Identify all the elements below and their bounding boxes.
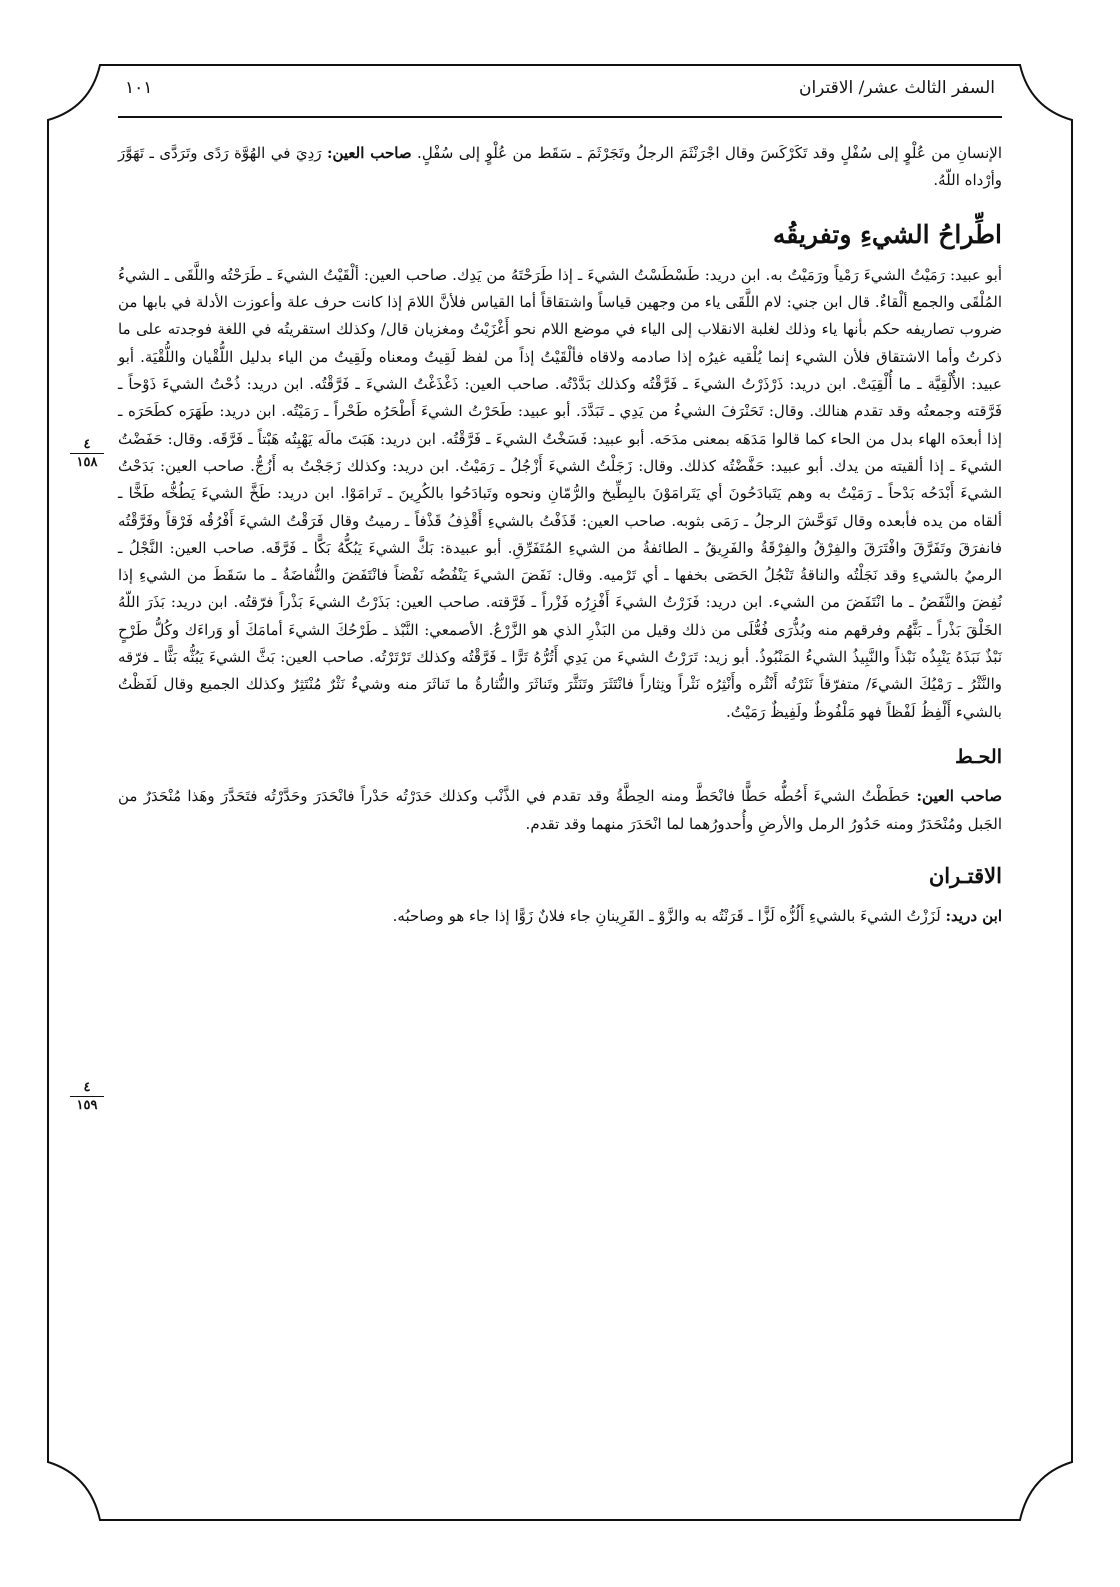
margin-reference-1 (70, 437, 104, 470)
section-1-paragraph: أبو عبيد: رَمَيْتُ الشيءَ رَمْياً ورَمَيْتُ به. ابن دريد: طَسْطَسْتُ الشيءَ ـ إذا طَرَحْتَهُ من يَدِك. صاحب العين: ألْقَيْتُ الشيءَ ـ طَرَحْتُه واللَّقَى ـ الشيءُ المُلْقَى والجمع ألْقاءٌ. قال ابن جني: لام اللَّقَى ياء من وجهين قياساً واشتقاقاً أما القياس فلأنَّ اللامَ إذا كانت حرف علة وأعوزت الأدلة في بابها من ضروب تصاريفه حكم بأنها ياء وذلك لغلبة الانقلاب إلى الياء في موضع اللام نحو أَغْزَيْتُ ومغزيان قال/ وكذلك استقريتُه في اللغة فوجدته على ما ذكرتُ وأما الاشتقاق فلأن الشيء إنما يُلْقيه غيرُه إذا صادمه ولاقاه فألْقَيْتُ إذاً من لفظ لَقِيتُ ومعناه ولَقِيتُ من الياء بدليل اللُّقْيان واللُّقْيَة. أبو عبيد: الأُلْقِيَّة ـ ما أُلْقِيَتْ. ابن دريد: ذَرْذَرْتُ الشيءَ ـ فَرَّقْتُه وكذلك بَدَّدْتُه. صاحب العين: ذَغْذَغْتُ الشيءَ ـ فَرَّقْتُه. ابن دريد: ذُحْتُ الشيءَ ذَوْحاً ـ فَرَّقته وجمعتُه وقد تقدم هنالك. وقال: تَحَنْرَفَ الشيءُ من يَدِي ـ تَبَدَّدَ. أبو عبيد: طَحَرْتُ الشيءَ أَطْحَرُه طَحْراً ـ رَمَيْتُه. ابن دريد: طَهَرَه كطَحَرَه ـ إذا أبعدَه الهاء بدل من الحاء كما قالوا مَدَهَه بمعنى مدَحَه. أبو عبيد: فَسَخْتُ الشيءَ ـ فَرَّقْتُه. ابن دريد: هَبَتَ مالَه يَهْبِتُه هَبْتاً ـ فَرَّقَه. وقال: حَفَضْتُ الشيءَ ـ إذا ألقيته من يدك. أبو عبيد: حَفَّضْتُه كذلك. وقال: زَجَلْتُ الشيءَ أَزْجُلُ ـ رَمَيْتُ. ابن دريد: وكذلك زَجَجْتُ به أَزُجُّ. صاحب العين: بَدَحْتُ الشيءَ أَبْدَحُه بَدْحاً ـ رَمَيْتُ به وهم يَتَبادَحُونَ أي يَتَرامَوْنَ بالبِطِّيخ والرُّمّانِ ونحوه وتَبادَحُوا بالكُرِينَ ـ تَرامَوْا. ابن دريد: طَخَّ الشيءَ يَطُخُّه طَخًّا ـ ألقاه من يده فأبعده وقال تَوَحَّشَ الرجلُ ـ رَمَى بثوبه. صاحب العين: قَذَفْتُ بالشيءِ أَقْذِفُ قَذْفاً ـ رميتُ وقال فَرَقْتُ الشيءَ أَفْرُقُه فَرْقاً وفَرَّقْتُه فانفرَقَ وتَفَرَّقَ وافْتَرَقَ والفِرْقُ والفِرْقَةُ والفَرِيقُ ـ الطائفةُ من الشيءِ المُتَفَرِّقِ. أبو عبيدة: بَكَّ الشيءَ يَبُكُّهُ بَكًّا ـ فَرَّقَه. صاحب العين: النَّجْلُ ـ الرميُ بالشيءِ وقد نَجَلْتُه والناقةُ تَنْجُلُ الحَصَى بخفها ـ أي تَرْميه. وقال: نَفَضَ الشيءَ يَنْفُضُه نَفْضاً فانْتَفَضَ والنُّفاضَةُ ـ ما سَقَطَ من الشيءِ إذا نُفِضَ والنَّفَضُ ـ ما انْتَفَضَ من الشيء. ابن دريد: فَزَرْتُ الشيءَ أَفْزِرُه فَزْراً ـ فَرَّقته. صاحب العين: بَذَرْتُ الشيءَ بَذْراً فرّقتُه. ابن دريد: بَذَرَ اللّهُ الخَلْقَ بَذْراً ـ بَثَّهُم وفرقهم منه وبُذُّرَى فُعُّلَى من ذلك وقيل من البَذْرِ الذي هو الزَّرْعُ. الأصمعي: النَّبْذ ـ طَرْحُكَ الشيءَ أمامَكَ أو وَراءَك وكُلُّ طَرْحٍ نَبْذٌ نَبَذَهُ يَنْبِذُه نَبْذاً والنَّبِيذُ الشيءُ المَنْبُوذُ. أبو زيد: تَرَرْتُ الشيءَ من يَدِي أَتُرُّهُ تَرًّا ـ فَرَّقْتُه وكذلك تَرْتَرْتُه. صاحب العين: بَثَّ الشيءَ يَبُثُّه بَثًّا ـ فرّقه والنَّثْرُ ـ رَمْيُكَ الشيءَ/ متفرّقاً نَثَرْتُه أَنْثُره وأَنْثِرُه نَثْراً ونِثاراً فانْتَثَرَ وتَنَثَّرَ وتَناثَرَ والنُّثارةُ ما تَناثَرَ منه وشيءٌ نَثْرٌ مُنْتَثِرٌ وكذلك الجميع وقال لَفَظْتُ بالشيء أَلْفِظُ لَفْظاً فهو مَلْفُوظٌ ولَفِيظٌ رَمَيْتُ. (118, 265, 1002, 721)
margin-reference-page: ١٥٩ (76, 1098, 98, 1113)
section-title-pairing: الاقتـران (928, 862, 1002, 888)
margin-reference-volume: ٤ (70, 1080, 104, 1097)
running-header (125, 70, 995, 106)
intro-text-1: الإنسانِ من عُلْوٍ إلى سُفْلٍ وقد تَكَرْكَسَ وقال اجْرَنْثَمَ الرجلُ وتَجَرْثَمَ ـ سَقَط من عُلْوٍ إلى سُفْلٍ. (411, 144, 1003, 162)
section-2-paragraph (118, 783, 1002, 838)
section-3-text: لَزَزْتُ الشيءَ بالشيءِ أَلُزُّه لَزًّا ـ قَرَنْتُه به والزَّوْ ـ القَرِينانِ جاء فلانٌ زَوًّا إذا جاء هو وصاحبُه. (392, 907, 946, 926)
source-label: صاحب العين: (326, 144, 412, 162)
running-title: السفر الثالث عشر/ الاقتران (798, 78, 995, 98)
intro-paragraph (118, 140, 1002, 195)
page-body (118, 140, 1002, 930)
margin-reference-2 (70, 1080, 104, 1113)
section-title-discarding: اطِّراحُ الشيءِ وتفريقُه (772, 219, 1002, 249)
source-label: صاحب العين: (916, 787, 1002, 806)
section-title-lowering: الحـط (955, 745, 1002, 768)
intro-text-2: رَدِيَ في الهُوَّة رَدًى وتَرَدَّى ـ تَهَوَّرَ وأرْداه اللّهُ. (118, 144, 1002, 190)
source-label: ابن دريد: (945, 907, 1002, 926)
header-rule (118, 116, 1002, 118)
margin-reference-page: ١٥٨ (76, 455, 98, 470)
margin-reference-volume: ٤ (70, 437, 104, 454)
section-3-paragraph (118, 903, 1002, 930)
page-number: ١٠١ (125, 78, 153, 98)
section-2-text: حَطَطْتُ الشيءَ أَحُطُّه حَطًّا فانْحَطَّ ومنه الحِطَّةُ وقد تقدم في الذَّنْب وكذلك حَدَرْتُه حَدْراً فانْحَدَرَ وحَدَّرْتُه فتَحَدَّرَ وهَذا مُنْحَدَرٌ من الجَبل ومُنْحَدَرٌ ومنه حَدُورُ الرمل والأرضِ وأُحدورُهما لما انْحَدَرَ منهما وقد تقدم. (118, 787, 1002, 833)
